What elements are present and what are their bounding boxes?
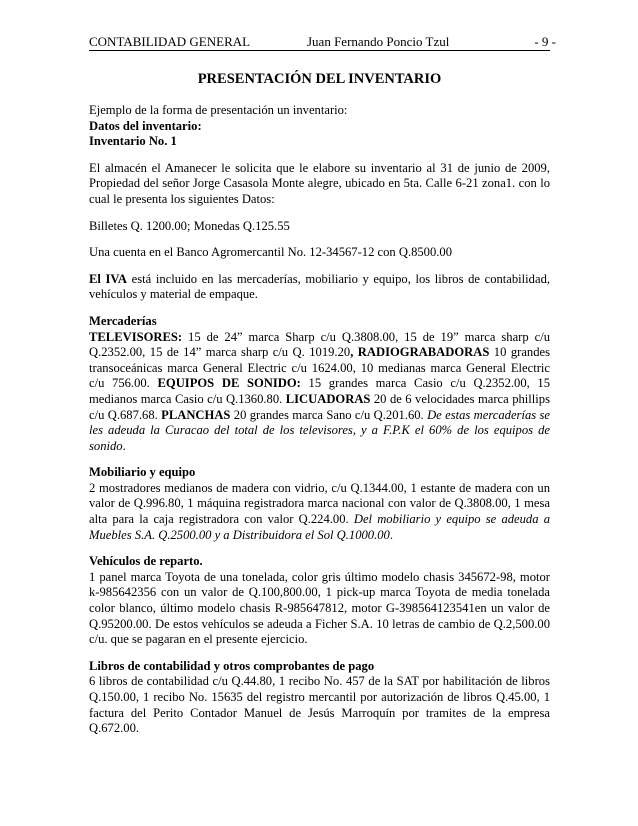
intro-subheading: Datos del inventario: bbox=[89, 118, 202, 133]
iva-text: está incluido en las mercaderías, mobiliario y equipo, los libros de contabilidad, vehículos y material de empaque. bbox=[89, 271, 551, 302]
tv-label: TELEVISORES: bbox=[89, 329, 183, 344]
page-title: PRESENTACIÓN DEL INVENTARIO bbox=[197, 71, 442, 87]
libros-text: 6 libros de contabilidad c/u Q.44.80, 1 recibo No. 457 de la SAT por habilitación de libros Q.150.00, 1 recibo No. 15635 del registro mercantil por autorización de libros Q.45.00, 1 factura del Perito Contador Manuel de Jesús Marroquín por tramites de la empresa Q.672.00. bbox=[89, 674, 550, 736]
mercaderias-note-end: . bbox=[122, 438, 126, 453]
mobiliario-note-end: . bbox=[389, 527, 393, 542]
mercaderias-heading: Mercaderías bbox=[89, 313, 157, 328]
sonido-label: EQUIPOS DE SONIDO: bbox=[157, 376, 301, 391]
sonido-text: 15 grandes marca Casio c/u Q.2352.00, 15 medianos marca Casio c/u Q.1360.80. bbox=[89, 376, 551, 406]
libros-heading: Libros de contabilidad y otros comprobantes de pago bbox=[89, 658, 375, 673]
inventory-number: Inventario No. 1 bbox=[89, 134, 177, 149]
mobiliario-text: 2 mostradores medianos de madera con vidrio, c/u Q.1344.00, 1 estante de madera con un valor de Q.996.80, 1 máquina registradora marca nacional con valor de Q.3808.00, 1 mesa alta para la caja registradora con valor Q.224.00. bbox=[89, 480, 550, 527]
licuadoras-label: LICUADORAS bbox=[285, 391, 371, 406]
page-header bbox=[89, 34, 556, 51]
billetes-paragraph: Billetes Q. 1200.00; Monedas Q.125.55 bbox=[89, 218, 290, 233]
radio-text: 10 grandes transoceánicas marca General Electric c/u 1624.00, 10 medianas marca General Electric c/u 756.00. bbox=[89, 345, 551, 391]
vehiculos-section bbox=[89, 554, 550, 648]
vehiculos-heading: Vehículos de reparto. bbox=[89, 554, 203, 569]
vehiculos-text: 1 panel marca Toyota de una tonelada, color gris último modelo chasis 345672-98, motor k-985642356 con un valor de Q.100,800.00, 1 pick-up marca Toyota de media tonelada color blanco, último modelo chasis R-985647812, motor G-398564123541en un valor de Q.95200.00. De estos vehículos se adeuda a Ficher S.A. 10 letras de cambio de Q.2,500.00 c/u. que se pagaran en el presente ejercicio. bbox=[89, 569, 550, 647]
intro-paragraph bbox=[89, 103, 550, 150]
header-course: CONTABILIDAD GENERAL bbox=[89, 34, 251, 49]
licuadoras-text: 20 de 6 velocidades marca phillips c/u Q.687.68. bbox=[89, 391, 550, 422]
mobiliario-heading: Mobiliario y equipo bbox=[89, 465, 196, 480]
cuenta-paragraph: Una cuenta en el Banco Agromercantil No. 12-34567-12 con Q.8500.00 bbox=[89, 245, 453, 260]
planchas-text: 20 grandes marca Sano c/u Q.201.60. bbox=[230, 407, 428, 422]
radio-label: , RADIOGRABADORAS bbox=[350, 345, 490, 360]
header-author: Juan Fernando Poncio Tzul bbox=[307, 34, 450, 49]
iva-paragraph bbox=[89, 272, 550, 303]
iva-label: El IVA bbox=[89, 271, 127, 286]
almacen-paragraph: El almacén el Amanecer le solicita que le elabore su inventario al 31 de junio de 2009, Propiedad del señor Jorge Casasola Monte alegre, ubicado en 5ta. Calle 6-21 zona1. con lo cual le presenta los siguientes Datos: bbox=[89, 160, 550, 206]
page-number: - 9 - bbox=[534, 34, 556, 49]
planchas-label: PLANCHAS bbox=[161, 407, 231, 422]
mobiliario-note: Del mobiliario y equipo se adeuda a Muebles S.A. Q.2500.00 y a Distribuidora el Sol Q.1000.00 bbox=[89, 512, 550, 542]
mobiliario-section bbox=[89, 465, 550, 543]
intro-line: Ejemplo de la forma de presentación un inventario: bbox=[89, 103, 348, 117]
mercaderias-section bbox=[89, 314, 550, 454]
tv-text: 15 de 24” marca Sharp c/u Q.3808.00, 15 de 19” marca sharp c/u Q.2352.00, 15 de 14” marca sharp c/u Q. 1019.20 bbox=[89, 329, 550, 360]
libros-section bbox=[89, 659, 550, 737]
document-body bbox=[89, 103, 550, 748]
mercaderias-note: De estas mercaderías se les adeuda la Curacao del total de los televisores, y a F.P.K el 60% de los equipos de sonido bbox=[89, 407, 550, 453]
